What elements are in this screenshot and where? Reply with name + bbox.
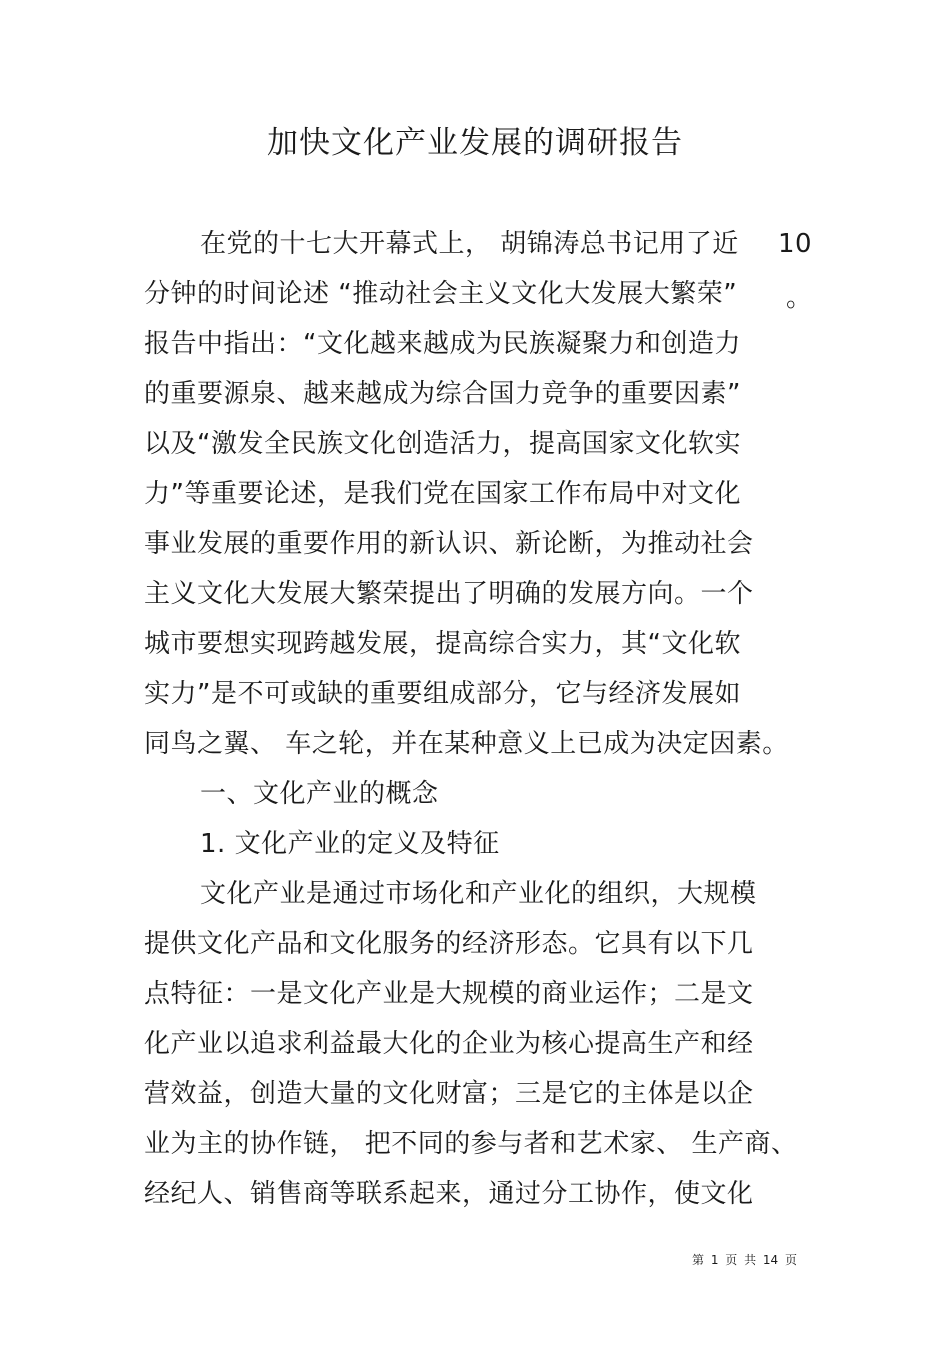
- text-line: 经纪人、销售商等联系起来，通过分工协作，使文化: [144, 1179, 754, 1209]
- document-title: 加快文化产业发展的调研报告: [267, 125, 683, 161]
- section-heading: 一、文化产业的概念: [200, 779, 439, 809]
- text-line: 以及“激发全民族文化创造活力，提高国家文化软实: [144, 429, 741, 459]
- text-line: 城市要想实现跨越发展，提高综合实力，其“文化软: [144, 629, 741, 659]
- text-line: 提供文化产品和文化服务的经济形态。它具有以下几: [144, 929, 754, 959]
- text-line: 业为主的协作链， 把不同的参与者和艺术家、 生产商、: [144, 1129, 798, 1159]
- text-line: 分钟的时间论述 “推动社会主义文化大发展大繁荣”: [144, 279, 738, 309]
- text-line: 主义文化大发展大繁荣提出了明确的发展方向。一个: [144, 579, 754, 609]
- text-line: 同鸟之翼、 车之轮，并在某种意义上已成为决定因素。: [144, 729, 789, 759]
- text-line-number: 10: [778, 229, 813, 259]
- text-line: 在党的十七大开幕式上， 胡锦涛总书记用了近: [200, 229, 739, 259]
- page-footer: 第 1 页 共 14 页: [692, 1253, 797, 1267]
- text-line: 事业发展的重要作用的新认识、新论断，为推动社会: [144, 529, 754, 559]
- text-line: 营效益，创造大量的文化财富；三是它的主体是以企: [144, 1079, 754, 1109]
- subsection-heading: 1. 文化产业的定义及特征: [200, 829, 500, 859]
- text-line: 文化产业是通过市场化和产业化的组织，大规模: [200, 879, 757, 909]
- text-line: 报告中指出：“文化越来越成为民族凝聚力和创造力: [144, 329, 741, 359]
- text-line: 化产业以追求利益最大化的企业为核心提高生产和经: [144, 1029, 754, 1059]
- text-line: 力”等重要论述，是我们党在国家工作布局中对文化: [144, 479, 741, 509]
- text-line-period: 。: [786, 283, 813, 313]
- text-line: 实力”是不可或缺的重要组成部分，它与经济发展如: [144, 679, 741, 709]
- text-line: 点特征：一是文化产业是大规模的商业运作；二是文: [144, 979, 754, 1009]
- text-line: 的重要源泉、越来越成为综合国力竞争的重要因素”: [144, 379, 741, 409]
